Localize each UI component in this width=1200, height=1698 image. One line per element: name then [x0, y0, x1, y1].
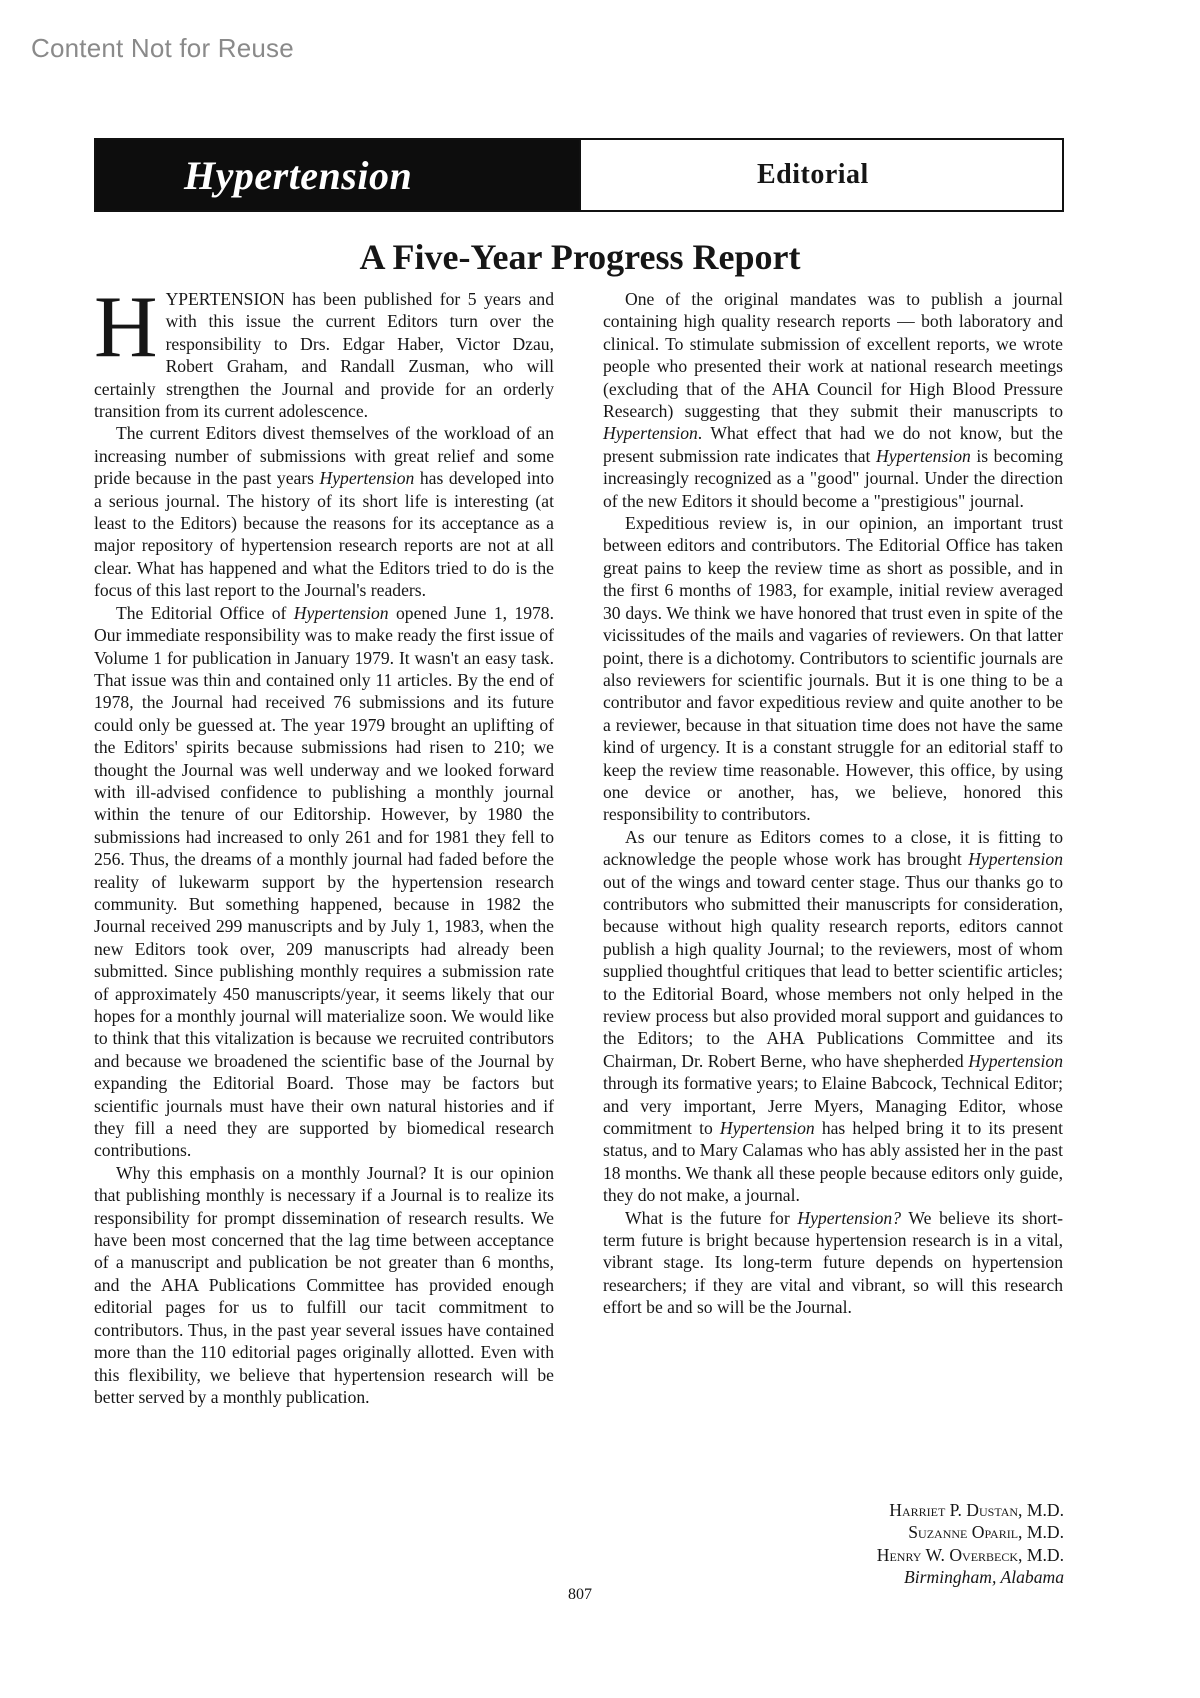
drop-cap: H: [94, 279, 158, 376]
paragraph-text: We believe its short-term future is bright because hypertension research is in a vital, vibrant stage. Its long-term future depends on hypertension researchers; if they are vital and vibrant, so will this research effort be and so will be the Journal.: [603, 1207, 1063, 1318]
paragraph-text: YPERTENSION has been published for 5 years and with this issue the current Editors turn over the responsibility to Drs. Edgar Haber, Victor Dzau, Robert Graham, and Randall Zusman, who will certainly strengthen the Journal and provide for an orderly transition from its current adolescence.: [94, 289, 554, 422]
journal-banner: [94, 138, 1064, 212]
journal-italic: Hypertension: [876, 445, 971, 466]
section-label-block: [579, 140, 1062, 210]
paragraph-text: What is the future for: [625, 1207, 798, 1228]
journal-italic: Hypertension: [968, 1050, 1063, 1071]
paragraph: [94, 1162, 554, 1408]
author-location: Birmingham, Alabama: [904, 1567, 1064, 1588]
author-signature: Harriet P. Dustan, M.D.: [889, 1500, 1064, 1520]
paragraph: [603, 826, 1063, 1207]
journal-italic: Hypertension?: [797, 1207, 901, 1228]
paragraph: [94, 279, 554, 422]
paragraph: [603, 512, 1063, 826]
paragraph-text: The current Editors divest themselves of the workload of an increasing number of submissions with great relief and some pride because in the past years: [94, 423, 554, 489]
paragraph: [94, 602, 554, 1162]
journal-italic: Hypertension: [719, 1118, 815, 1139]
author-signature: Suzanne Oparil, M.D.: [908, 1522, 1064, 1543]
journal-italic: Hypertension: [603, 423, 698, 444]
paragraph-text: has developed into a serious journal. The history of its short life is interesting (at least to the Editors) because the reasons for its acceptance as a major repository of hypertension research reports are not at all clear. What has happened and what the Editors tried to do is the focus of this last report to the Journal's readers.: [94, 468, 554, 601]
article-title: A Five-Year Progress Report: [359, 237, 801, 277]
signature-block: [730, 1499, 1064, 1589]
journal-name-block: [96, 140, 579, 210]
paragraph-text: The Editorial Office of: [116, 602, 294, 623]
journal-italic: Hypertension: [968, 849, 1063, 870]
section-label: Editorial: [757, 159, 869, 190]
paragraph-text: One of the original mandates was to publish a journal containing high quality research reports — both laboratory and clinical. To stimulate submission of excellent reports, we wrote people who presented their work at national research meetings (excluding that of the AHA Council for High Blood Pressure Research) suggesting that they submit their manuscripts to: [603, 289, 1063, 422]
paragraph-text: Expeditious review is, in our opinion, an important trust between editors and contributors. The Editorial Office has taken great pains to keep the review time as short as possible, and in the first 6 months of 1983, for example, initial review averaged 30 days. We think we have honored that trust even in spite of the vicissitudes of the mails and vagaries of reviewers. On that latter point, there is a dichotomy. Contributors to scientific journals are also reviewers for scientific journals. But it is one thing to be a contributor and favor expeditious review and quite another to be a reviewer, because in that situation time does not have the same kind of urgency. It is a constant struggle for an editorial staff to keep the review time reasonable. However, this office, by using one device or another, has, we believe, honored this responsibility to contributors.: [603, 513, 1063, 825]
journal-name: Hypertension: [184, 152, 413, 198]
paragraph-text: opened June 1, 1978. Our immediate responsibility was to make ready the first issue of Volume 1 for publication in January 1979. It wasn't an easy task. That issue was thin and contained only 11 articles. By the end of 1978, the Journal had received 76 submissions and its future could only be guessed at. The year 1979 brought an uplifting of the Editors' spirits because submissions had risen to 210; we thought the Journal was well underway and we looked forward with ill-advised confidence to publishing a monthly journal within the tenure of our Editorship. However, by 1980 the submissions had increased to only 261 and for 1981 they fell to 256. Thus, the dreams of a monthly journal had faded before the reality of lukewarm support by the hypertension research community. But something happened, because in 1982 the Journal received 299 manuscripts and by July 1, 1983, when the new Editors took over, 209 manuscripts had already been submitted. Since publishing monthly requires a submission rate of approximately 450 manuscripts/year, it seems likely that our hopes for a monthly journal will materialize soon. We would like to think that this vitalization is because we recruited contributors and because we broadened the scientific base of the Journal by expanding the Editorial Board. Those may be factors but scientific journals must have their own natural histories and if they fill a need they are supported by biomedical research contributions.: [94, 602, 555, 1161]
journal-italic: Hypertension: [319, 468, 415, 489]
paragraph-text: As our tenure as Editors comes to a close, it is fitting to acknowledge the people whose work has brought: [603, 826, 1063, 870]
right-column: [603, 288, 1063, 1319]
paragraph-text: Why this emphasis on a monthly Journal? It is our opinion that publishing monthly is necessary if a Journal is to realize its responsibility for prompt dissemination of research results. We have been most concerned that the lag time between acceptance of a manuscript and publication be not greater than 6 months, and the AHA Publications Committee has provided enough editorial pages for us to fulfill our tacit commitment to contributors. Thus, in the past year several issues have contained more than the 110 editorial pages originally allotted. Even with this flexibility, we believe that hypertension research will be better served by a monthly publication.: [94, 1162, 554, 1407]
paragraph-text: . What effect that had we do not know, but the present submission rate indicates that: [603, 423, 1063, 466]
left-column: [94, 279, 555, 1408]
paragraph: [603, 1207, 1063, 1319]
page-number: 807: [568, 1586, 592, 1603]
paragraph: [603, 288, 1063, 512]
paragraph-text: out of the wings and toward center stage. Thus our thanks go to contributors who submitted their manuscripts for consideration, because without high quality research reports, editors cannot publish a high quality Journal; to the reviewers, most of whom supplied thoughtful critiques that lead to better scientific articles; to the Editorial Board, whose members not only helped in the review process but also provided moral support and guidances to the Editors; to the AHA Publications Committee and its Chairman, Dr. Robert Berne, who have shepherded: [603, 871, 1063, 1071]
paragraph: [94, 422, 554, 601]
paragraph-text: has helped bring it to its present status, and to Mary Calamas who has ably assisted her in the past 18 months. We thank all these people because editors only guide, they do not make, a journal.: [603, 1118, 1063, 1206]
paragraph-text: is becoming increasingly recognized as a "good" journal. Under the direction of the new Editors it should become a "prestigious" journal.: [603, 445, 1063, 511]
journal-italic: Hypertension: [293, 602, 389, 623]
watermark: Content Not for Reuse: [31, 33, 294, 63]
paragraph-text: through its formative years; to Elaine Babcock, Technical Editor; and very important, Jerre Myers, Managing Editor, whose commitment to: [603, 1073, 1063, 1139]
author-signature: Henry W. Overbeck, M.D.: [876, 1544, 1064, 1565]
